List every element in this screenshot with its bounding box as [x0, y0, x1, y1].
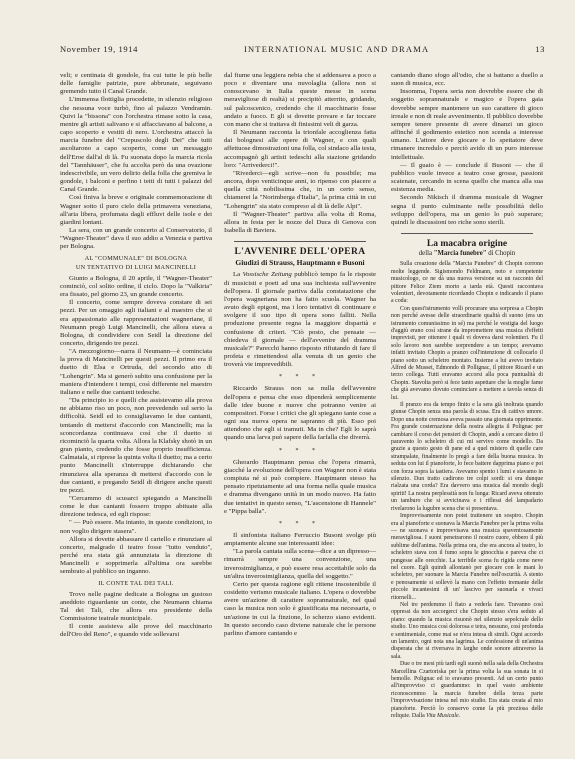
paragraph: veli; e centinaia di gondole, fra cui tutte le più belle delle famiglie patrizie, pure abbrunate, seguivano gremendo tutto il Canal Grande. — [60, 72, 212, 96]
paragraph: Con quest'istrumento volli procurare una sorpresa a Chopin non perché avesse delle straordinarie qualità di suono (era un istrumento comunissimo in sé) ma perché le vestigia del luogo d'aggiù erano così strane da impromettere una musica d'effetti imprevisti, per ottenere i quali vi doveva darsi volentieri. Fu il solo lavoro non sarebbe sorprendere a un tempo; avevamo infatti invitato Chopin a pranzo coll'intenzione di collocarlo il piano sotto un scheletro montato. Insieme a lui avevo invitato Alfred de Musset, Edmondo di Pollignac, il pittore Ricard e un terzo collega. Tutti eravamo accorsi alla poca puntualità di Chopin. Stavolta però si fece tanto aspettare che la moglie fame che già avevamo dovuto cominciare a mettere a tavola senza di lui. — [391, 305, 543, 401]
paragraph: — Il guaio è — conclude il Busoni — che il pubblico vuole invece a teatro cose grosse, passioni scatenate, cercando in scena quello che manca alla sua esistenza media. — [391, 161, 543, 194]
section-heading — [60, 255, 212, 271]
text-run: di Chopin — [486, 250, 516, 258]
paragraph: Improvvisamente non potei trattenere un sospiro. Chopin era al pianoforte e suonava la Marcia Funebre per la prima volta — ne suonava e improvvisava una musica spaventosamente meravigliosa. I suoni penetrarono il nostro cuore, ebbero il più sublime dell'anima. Nella prima ora, che era ancora al teatro, lo scheletro stava con il fumo sopra le ginocchia e pareva che ci pungesse alle orecchie. La terribile scena fu rigida come neve nel cuore. Egli quindi allontanò per giocare con le mani lo scheletro, per suonare la Marcia Funebre nell'oscurità. A stento e penosamente si sollevò la mano con l'effetto tremante delle piccole incantesimi di un' lascivo per suonarla e vivaci ritornelli... — [391, 513, 543, 601]
article-subtitle: Giudizi di Strauss, Hauptmann e Busoni — [235, 258, 365, 268]
paragraph: "A mezzogiorno—narra il Neumann—è cominciata la prova di Mancinelli per questi pezzi. Il primo era il duetto di Elsa e Ortruda, del secondo atto di "Lohengrin". Ma si generò subito una confusione per la maniera d'intendere i tempi, così differente nel maestro italiano e nelle due cantanti tedesche. — [60, 348, 212, 396]
paragraph: Trovo nelle pagine dedicate a Bologna un gustoso aneddoto riguardante un conte, che Neumann chiama Tal dei Tali, che allora era presidente della Commissione teatrale municipale. — [60, 590, 212, 623]
section-subheading: IL CONTE TAL DEI TALI. — [98, 579, 174, 587]
column-middle — [224, 72, 376, 744]
paragraph: Giunto a Bologna, il 20 aprile, il "Wagner-Theater" cominciò, col solito ordine, il ciclo. Dopo la "Valkiria" era fissato, pel giorno 23, un grande concerto. — [60, 274, 212, 299]
paragraph: Riccardo Strauss non sa nulla dell'avvenire dell'opera e pensa che esso dipenderà semplicemente dalle idee buone e nuove che potranno venire ai compositori. Forse i critici che gli spiegano tante cose a ogni sua nuova opera ne sapranno di più. Esso poi attendono che egli si tramuti. Ma in che? Egli lo saprà quando una larva può sapere della farfalla che diverrà. — [224, 385, 376, 442]
page-header — [60, 44, 545, 54]
paragraph: La sera, con un grande concerto al Conservatorio, il "Wagner-Theater" dava il suo addio a Venezia e partiva per Bologna. — [60, 226, 212, 251]
paragraph: L'immensa flottiglia procedette, in silenzio religioso che nessuna voce turbò, fino al palazzo Vendramin. Quivi la "bissona" con l'orchestra rimase sotto la casa, mentre gli artisti salivano e si affacciavano al balcone, a capo scoperto e vestiti di nero. L'orchestra attaccò la marcia funebre del "Crepuscolo degli Dei" che tutti ascoltarono a capo scoperto, come un messaggio dell'Eroe dall'al di là. Fu suonata dopo la marcia ricola del "Tannhäuser", che fu accolta però da una ovazione indescrivibile, un vero delirio della folla che gremiva le gondole, i balconi e perfino i tetti di tutti i palazzi del Canal Grande. — [60, 96, 212, 194]
paragraph: "Da principio io e quelli che assistevamo alla prova ne abbiamo riso un poco, non prevedendo sul serio la difficoltà. Seidl ed io consigliavamo le due cantanti, tentando di mettersi d'accordo con Mancinelli; ma la sconcordanza continuava così che il duetto si ricominciò la quarta volta. Allora la Klafsky shotò in un gran pianto, credendo che fosse proprio insufficienza. Calmatala, si riprese la quinta volta il duetto; ma a certo punto Mancinelli s'interruppe dichiarando che rinunziava alla speranza di mettersi d'accordo con le due cantanti, e pregando Seidl di dirigere anche questi tre pezzi. — [60, 397, 212, 494]
section-separator: * * * — [279, 520, 321, 527]
text-run: Due o tre mesi più tardi egli suonò nella sala della Orchestra Marcellina Czartoriska per la prima volta la sua sonata in si bemolle. Polignac ed io eravamo presenti. Ad un certo punto all'improvviso ci guardammo: in quel vasto ambiente riconoscemmo la marcia funebre della terza parte l'improvvisazione intesa nel mio studio. Era stata creata al mio pianoforte. Perciò lo conservo come la più preziosa delle reliquie. Dalla — [391, 661, 543, 720]
paragraph: Così finiva la breve e originale commemorazione di Wagner sotto il puro cielo della primavera veneziana, all'aria libera, profumata dagli effluvi delle isole e dei giardini lontani. — [60, 194, 212, 226]
paragraph: Il conte assisteva alle prove del macchinario dell'Oro del Reno", e quando vide sollevarsi — [60, 623, 212, 639]
divider — [234, 241, 366, 242]
section-separator: * * * — [279, 374, 321, 381]
section-separator: * * * — [279, 447, 321, 454]
paragraph: Gherardo Hauptmann pensa che l'opera rimarrà, giacché la evoluzione dell'opera con Wagner non è stata compiuta né si può compiere. Hauptmann stesso ha pensato ripetutamente ad una forma nella quale musica e dramma divengano unità in un modo nuovo. Ha fatto due tentativi in questo senso, "L'ascensione di Hannele" e "Pippa balla". — [224, 458, 376, 515]
text-run: La — [233, 271, 243, 279]
text-run: della — [418, 250, 434, 258]
paragraph: Sulla creazione della "Marcia Funebre" di Chopin corrono molte leggende. Sigismondo Feldmann, noto e competente musicologo, ce ne dà una nuova versione su un racconto del pittore Felice Ziem morto a tarda età. Questi raccontava volentieri, devotamente ricordando Chopin e indicando il piano a coda: — [391, 261, 543, 305]
text-run: "Marcia funebre" — [433, 250, 487, 258]
paragraph: "Rivederci—egli scrive—non fu possibile; ma ancora, dopo venticinque anni, io ripenso con piacere a quella città nobilissima che, in un certo senso, chiamerei la "Norimberga d'Italia", la prima città in cui "Lohengrin" sia stato compreso al di là delle Alpi". — [224, 169, 376, 210]
article-title: La macabra origine — [426, 238, 508, 249]
paragraph: dal fiume una leggiera nebia che si addensava a poco a poco e diventare una nuvolaglia (allora non si conoscevano in Italia queste messe in scena meravigliose di realtà) si precipitò atterrito, gridando, sul palcoscenico, credendo che il macchinario fosse andato a fuoco. E gli si dovette provare e far toccare con mano che si trattava di finissimi veli di garza. — [224, 72, 376, 128]
paragraph: Nel tre perdemmo il fiato a vederla fare. Travanno così oppressi da non accorgerci che Chopin stesso s'era seduto al piano: quando la musica risuonò nel silenzio sepolcrale dello studio. Uno musica così dolorosa e tetra, nessuno, così profonda e sentimentale, come mai se n'era intesa di simili. Ogni accordo un lamento, ogni nota una lagrima. Le confessione di un'anima disperata che si riversava in larghe onde sonore attraverso la sala. — [391, 601, 543, 660]
paragraph: "La parola cantata sulla scena—dice a un dipresso—rimarrà sempre una convenzione, una inverosimiglianza, e può essere resa accettabile solo da un'altra inverosimiglianza, quella del soggetto." — [224, 548, 376, 580]
paragraph: Allora si dovette abbassare il cartello e rinunziare al concerto, malgrado il teatro fosse "tutto venduto", perché era stata già annunziata la direzione di Mancinelli e sopprimerla all'ultima ora sarebbe sembrato al pubblico un inganno. — [60, 535, 212, 576]
source-name: Vita Musicale. — [426, 713, 461, 720]
paragraph: "Cercammo di scusarci spiegando a Mancinelli come le due cantanti fossero troppo abituate alla direzione tedesca, ed egli rispose: — [60, 494, 212, 519]
paragraph — [391, 661, 543, 720]
publication-title: INTERNATIONAL MUSIC AND DRAMA — [243, 44, 430, 54]
paragraph: Il concerto, come sempre doveva constare di sei pezzi. Per un omaggio agli italiani e al maestro che si era appassionato alle rappresentazioni wagneriane, il Neumann pregò Luigi Mancinelli, che allora stava a Bologna, di condividere con Seidl la direzione del concerto, dirigendo tre pezzi. — [60, 299, 212, 347]
article-subtitle — [391, 250, 543, 258]
newspaper-name: Vossische Zeitung — [242, 271, 292, 279]
text-run: pubblicò tempo fa le risposte di musicisti e poeti ad una sua inchiesta sull'avvenire dell'opera. Il giornale partiva dalla constatazione che l'opera wagneriana non ha fatto scuola. Wagner ha avuto degli epigoni, ma i loro tentativi di continuare e svolgere il suo tipo di opera sono falliti. Nella produzione presente regna la maggiore disparità e confusione di criteri. "Ciò posto, che pensate — chiedeva il giornale — dell'avvenire del dramma musicale?" Parecchi hanno risposto rifiutando di fare il profeta e rimettendosi alla venuta di un genio che troverà vie imprevedibili. — [224, 271, 376, 369]
paragraph: Il sinfonista italiano Ferruccio Busoni svolge più ampiamente alcune sue interessanti idee: — [224, 531, 376, 548]
issue-date: November 19, 1914 — [60, 44, 138, 54]
paragraph: Il Neumann racconta la trionfale accoglienza fatta dai bolognesi alle opere di Wagner, e con quali affettuose dimostrazioni una folla, col sindaco alla testa, accompagnò gli artisti tedeschi alla stazione gridando loro: "Arrivederci!". — [224, 129, 376, 169]
divider — [401, 233, 533, 234]
column-right — [391, 72, 543, 744]
section-heading-line: AL "COMMUNALE" DI BOLOGNA — [84, 255, 188, 263]
section-heading-line: UN TENTATIVO DI LUIGI MANCINELLI — [75, 263, 197, 271]
page-number: 13 — [535, 44, 545, 54]
paragraph: cantando diano sfogo all'odio, che si battano a duello a suon di musica, ecc. — [391, 72, 543, 88]
paragraph: Il pranzo era da tempo finito e la sera già inoltrata quando giunse Chopin senza una parola di scusa. Era di cattivo umore. Dopo una notte cremosa aveva passato una giornata opprimente. Fra grande costernazione della nostra allegria il Polignac per cambiare il corso dei pensieri di Chopin, andò a cercare dietro il paravento lo scheletro di cui mi servivo come modello. Da grazie a questo gesto di pane ed a quel mistero di quelle care strampalate, finalmente lo pregò a fare della buona musica. In seduta con lui il pianoforte, lo fece battere dapprima piano e poi con forza sopra la tastiera. Avevamo spento i lumi e stavamo in silenzio. Dun tratto cadirono tre colpi sordi: si era dunque rialzata una corda? Era davvero una musica dal mondo degli spiriti! La nostra perplessità non fu lunga: Ricard aveva ottenuto un tamburo che si avvicinava e i riflessi del lampadario rivelarono la lugubre scena che si presentava. — [391, 402, 543, 512]
article-title: L'AVVENIRE DELL'OPERA — [234, 247, 366, 258]
paragraph: Certo per questa ragione egli ritiene insostenibile il cosidetto verismo musicale italiano. L'opera o dovrebbe avere un'azione di carattere soprannaturale, nel qual caso la musica non solo è giustificata ma necessaria, o un'azione in cui la finzione, lo scherzo siano evidenti. In questo secondo caso diviene naturale che le persone parlino d'amore cantando e — [224, 580, 376, 637]
paragraph: Secondo Nikisch il dramma musicale di Wagner segna il punto culminante nelle possibilità dello sviluppo dell'opera, ma un genio lo può superare; quindi le discussioni teo riche sono sterili. — [391, 194, 543, 226]
column-left — [60, 72, 212, 744]
paragraph — [224, 271, 376, 369]
paragraph: " — Può essere. Ma intanto, in queste condizioni, io non voglio dirigere stasera". — [60, 519, 212, 535]
paragraph: Il "Wagner-Theater" partiva alla volta di Roma, allora in festa per le nozze del Duca di Genova con Isabella di Baviera. — [224, 210, 376, 234]
paragraph: Insomma, l'opera seria non dovrebbe essere che di soggetto soprannaturale e magico e l'opera gaia dovrebbe sempre mantenere un suo carattere di gioco irreale e non di reale avvenimento. Il pubblico dovrebbe sempre tenere presente di avere dinanzi un gioco affinché il godimento estetico non scenda a interesse umano. L'attore deve giocare e lo spettatore deve rimanere incredulo e perciò avido di un puro interesse intellettuale. — [391, 88, 543, 161]
